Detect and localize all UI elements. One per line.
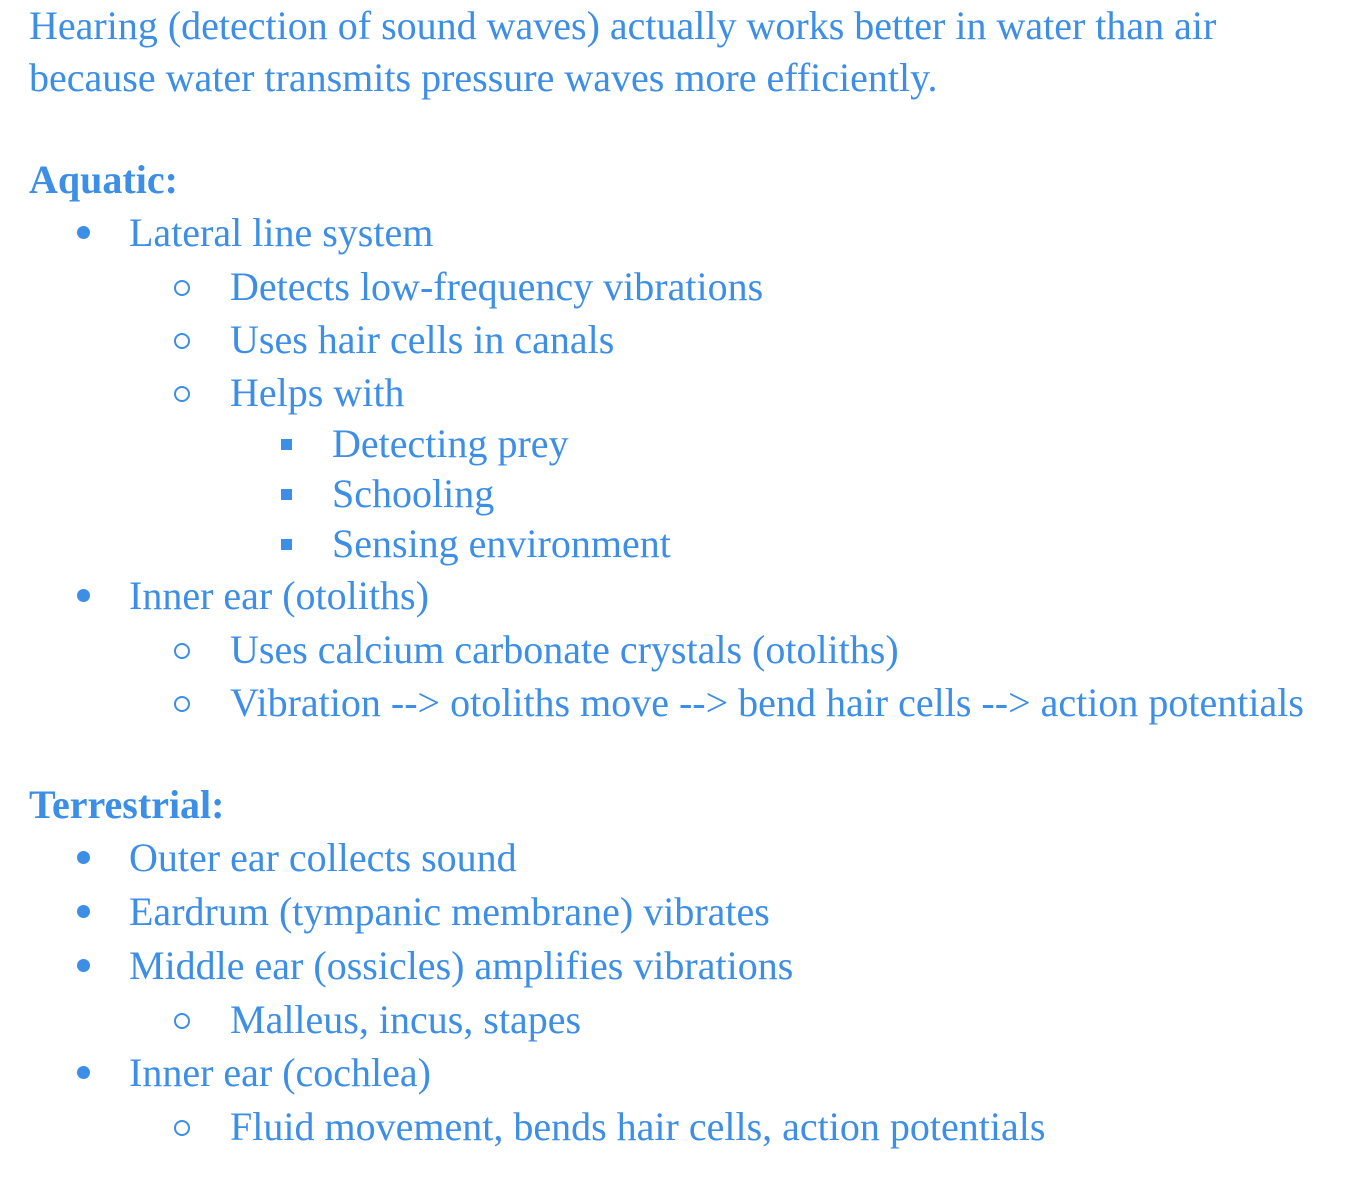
bullet-circle-icon [174,1013,190,1029]
list-item [29,419,1339,469]
bullet-square-icon [281,539,292,550]
list-item [29,260,1339,313]
bullet-circle-icon [174,280,190,296]
bullet-circle-icon [174,643,190,659]
sub-list [29,623,1339,729]
list-item [29,623,1339,676]
bullet-circle-icon [174,333,190,349]
list-item [29,993,1339,1046]
spacer [29,104,1339,154]
list-item-label: Outer ear collects sound [129,835,517,880]
bullet-dot-icon [77,905,90,918]
bullet-dot-icon [77,1066,90,1079]
list-item [29,831,1339,885]
terrestrial-list [29,831,1339,1153]
sub-list [29,1100,1339,1153]
list-item-label: Fluid movement, bends hair cells, action potentials [230,1104,1046,1149]
document-body [29,0,1339,1153]
list-item-label: Inner ear (cochlea) [129,1050,431,1095]
list-item-label: Eardrum (tympanic membrane) vibrates [129,889,770,934]
bullet-circle-icon [174,696,190,712]
aquatic-heading: Aquatic: [29,157,178,202]
sub-list [29,993,1339,1046]
bullet-dot-icon [77,589,90,602]
list-item [29,1100,1339,1153]
list-item [29,366,1339,569]
list-item-label: Detecting prey [332,421,569,466]
list-item [29,313,1339,366]
list-item [29,206,1339,569]
bullet-dot-icon [77,851,90,864]
list-item-label: Inner ear (otoliths) [129,573,429,618]
bullet-dot-icon [77,959,90,972]
list-item-label: Middle ear (ossicles) amplifies vibrations [129,943,794,988]
intro-paragraph: Hearing (detection of sound waves) actually works better in water than air because water transmits pressure waves more efficiently. [29,3,1217,100]
list-item-label: Sensing environment [332,521,671,566]
terrestrial-heading: Terrestrial: [29,782,225,827]
list-item [29,885,1339,939]
list-item [29,469,1339,519]
list-item [29,519,1339,569]
bullet-square-icon [281,439,292,450]
list-item-label: Uses calcium carbonate crystals (otoliths) [230,627,899,672]
list-item-label: Schooling [332,471,495,516]
bullet-dot-icon [77,226,90,239]
list-item [29,1046,1339,1153]
list-item-label: Uses hair cells in canals [230,317,615,362]
bullet-circle-icon [174,1120,190,1136]
list-item [29,676,1339,729]
list-item-label: Helps with [230,370,405,415]
sub-list [29,260,1339,569]
list-item [29,569,1339,729]
bullet-circle-icon [174,386,190,402]
list-item-label: Detects low-frequency vibrations [230,264,764,309]
list-item-label: Vibration --> otoliths move --> bend hair cells --> action potentials [230,680,1304,725]
list-item-label: Lateral line system [129,210,434,255]
aquatic-list [29,206,1339,729]
list-item [29,939,1339,1046]
spacer [29,729,1339,779]
sub-sub-list [29,419,1339,569]
list-item-label: Malleus, incus, stapes [230,997,582,1042]
bullet-square-icon [281,489,292,500]
